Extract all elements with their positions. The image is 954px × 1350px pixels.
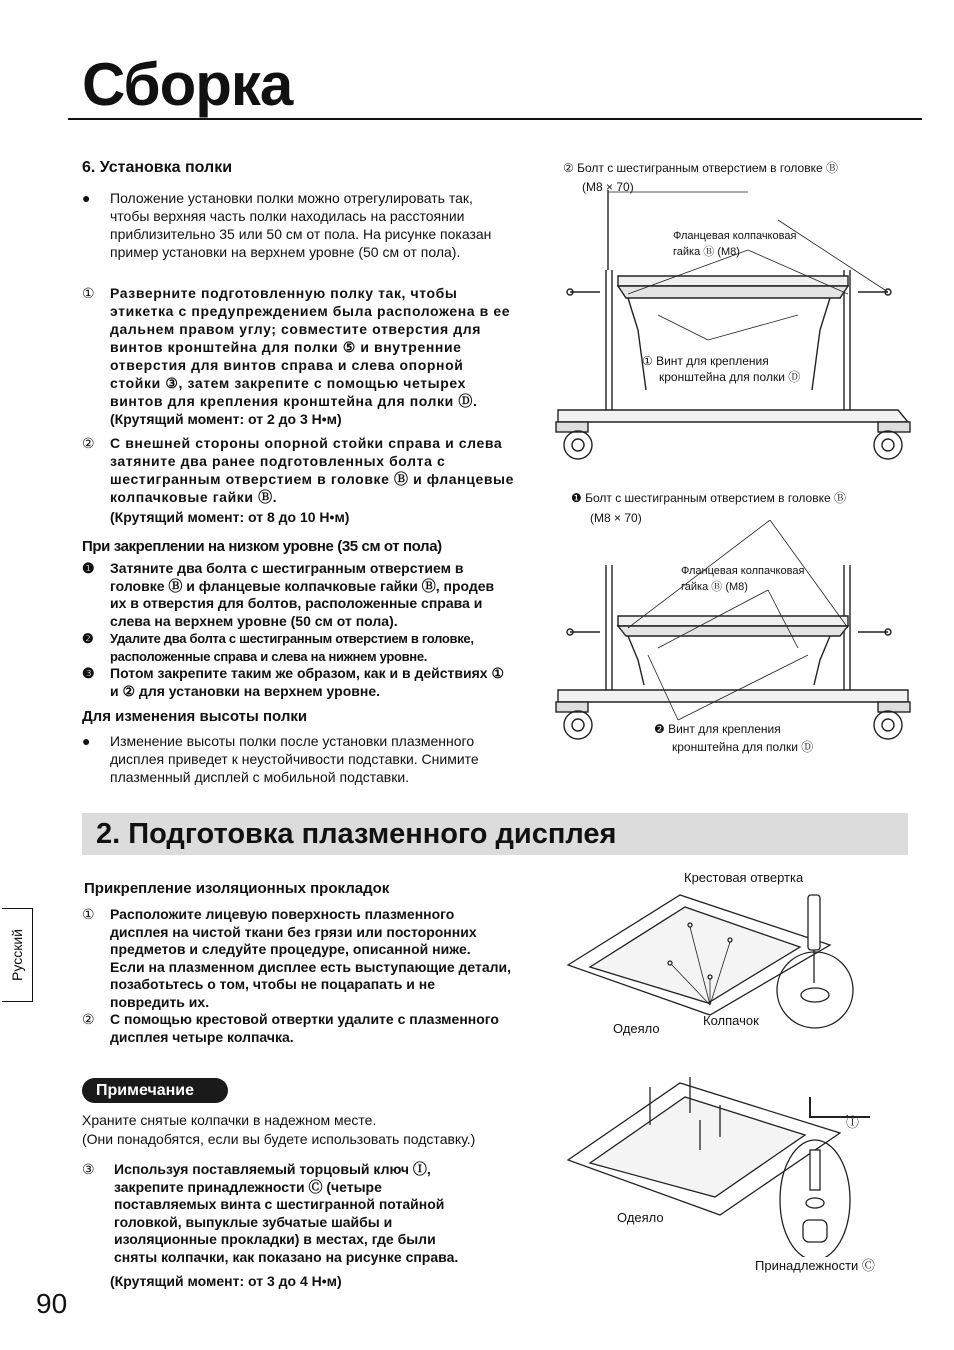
fig2-nut-label: Фланцевая колпачковая bbox=[681, 565, 805, 577]
low-level-list bbox=[82, 560, 514, 700]
title-divider bbox=[68, 118, 922, 120]
fig2-bolt-size: (M8 × 70) bbox=[590, 511, 642, 525]
note-line-1: Храните снятые колпачки в надежном месте. bbox=[82, 1112, 377, 1128]
shelf-step-2 bbox=[82, 434, 514, 526]
shelf-bullet bbox=[82, 189, 502, 261]
fig2-nut-size: гайка Ⓑ (M8) bbox=[681, 581, 748, 593]
fig1-bolt-label: ② Болт с шестигранным отверстием в головке Ⓑ bbox=[563, 161, 838, 175]
blanket-label-2: Одеяло bbox=[617, 1210, 664, 1225]
list-text: Потом закрепите таким же образом, как и в действиях ① и ② для установки на верхнем уровне. bbox=[110, 665, 505, 699]
prep-step-3-torque: (Крутящий момент: от 3 до 4 Н•м) bbox=[110, 1273, 342, 1289]
low-level-heading: При закреплении на низком уровне (35 см от пола) bbox=[82, 538, 442, 555]
note-badge: Примечание bbox=[82, 1078, 228, 1103]
step-mark: ① bbox=[82, 906, 95, 922]
language-tab bbox=[2, 908, 33, 1002]
display-caps-diagram bbox=[560, 885, 870, 1050]
fig1-screw-desc: кронштейна для полки Ⓓ bbox=[659, 370, 801, 384]
fig1-nut-size: гайка Ⓑ (M8) bbox=[673, 246, 740, 258]
shelf-step-1-text: Разверните подготовленную полку так, чтобы этикетка с предупреждением была расположена в ее дальнем правом углу; совместите отверстия для винтов кронштейна для полки ⑤ и внутренние отверстия для винтов справа и слева опорной стойки ③, затем закрепите с помощью четырех винтов для крепления кронштейна для полки Ⓓ. bbox=[110, 285, 511, 409]
shelf-heading: 6. Установка полки bbox=[82, 159, 233, 176]
step-mark: ② bbox=[82, 435, 96, 451]
list-item bbox=[82, 1011, 512, 1046]
prep-steps bbox=[82, 906, 512, 1046]
display-accessories-diagram bbox=[560, 1075, 880, 1257]
section-title: 2. Подготовка плазменного дисплея bbox=[96, 818, 617, 850]
step-mark: ① bbox=[82, 285, 96, 301]
bullet-mark: ● bbox=[82, 733, 91, 749]
list-item bbox=[82, 630, 514, 665]
stand-diagram-bottom bbox=[548, 520, 918, 770]
prep-step-1-extra: Если на плазменном дисплее есть выступающие детали, позаботьтесь о том, чтобы не поцарапать и не повредить их. bbox=[110, 958, 512, 1010]
fig1-bolt-size: (M8 × 70) bbox=[582, 180, 634, 194]
blanket-label-1: Одеяло bbox=[613, 1021, 660, 1036]
step-mark: ② bbox=[82, 1011, 95, 1027]
list-text: Удалите два болта с шестигранным отверстием в головке, расположенные справа и слева на нижнем уровне. bbox=[110, 631, 474, 664]
note-line-2: (Они понадобятся, если вы будете использовать подставку.) bbox=[82, 1131, 476, 1147]
height-change-text: Изменение высоты полки после установки плазменного дисплея приведет к неустойчивости подставки. Снимите плазменный дисплей с мобильной подставки. bbox=[110, 733, 479, 785]
list-text: Затяните два болта с шестигранным отверстием в головке Ⓑ и фланцевые колпачковые гайки Ⓑ, продев их в отверстия для болтов, расположенные справа и слева на верхнем уровне (50 см от пола). bbox=[110, 560, 495, 629]
fig1-nut-label: Фланцевая колпачковая bbox=[673, 230, 797, 242]
prep-step-2-text: С помощью крестовой отвертки удалите с плазменного дисплея четыре колпачка. bbox=[110, 1011, 499, 1045]
height-change-bullet bbox=[82, 732, 514, 786]
height-change-heading: Для изменения высоты полки bbox=[82, 708, 308, 725]
fig2-screw-desc: кронштейна для полки Ⓓ bbox=[672, 740, 814, 754]
page-number: 90 bbox=[36, 1288, 68, 1319]
shelf-step-2-text: С внешней стороны опорной стойки справа и слева затяните два ранее подготовленных болта с шестигранным отверстием в головке Ⓑ и фланцевые колпачковые гайки Ⓑ. bbox=[110, 435, 514, 505]
shelf-bullet-text: Положение установки полки можно отрегулировать так, чтобы верхняя часть полки находилась на расстоянии приблизительно 35 или 50 см от пола. На рисунке показан пример установки на верхнем уровне (50 см от пола). bbox=[110, 190, 492, 260]
page-title: Сборка bbox=[82, 51, 293, 118]
screwdriver-label: Крестовая отвертка bbox=[684, 870, 804, 885]
shelf-step-1-torque: (Крутящий момент: от 2 до 3 Н•м) bbox=[110, 411, 342, 427]
list-item bbox=[82, 906, 512, 1011]
list-item bbox=[82, 560, 514, 630]
bullet-mark: ● bbox=[82, 190, 91, 206]
fig2-screw-label: ❷ Винт для крепления bbox=[654, 722, 781, 736]
prep-step-1-text: Расположите лицевую поверхность плазменного дисплея на чистой ткани без грязи или посторонних предметов и следуйте процедуре, описанной ниже. bbox=[110, 906, 477, 957]
accessories-label: Принадлежности Ⓒ bbox=[755, 1258, 875, 1273]
list-mark: ❸ bbox=[82, 665, 95, 681]
language-tab-label: Русский bbox=[9, 929, 25, 981]
shelf-step-2-torque: (Крутящий момент: от 8 до 10 Н•м) bbox=[110, 509, 350, 525]
prep-subheading: Прикрепление изоляционных прокладок bbox=[84, 880, 390, 897]
prep-step-3-text: Используя поставляемый торцовый ключ Ⓘ, закрепите принадлежности Ⓒ (четыре поставляемых винта с шестигранной потайной головкой, выпуклые зубчатые шайбы и изоляционные прокладки) в местах, где были сняты колпачки, как показано на рисунке справа. bbox=[114, 1161, 459, 1265]
list-mark: ❶ bbox=[82, 560, 95, 576]
prep-step-3 bbox=[82, 1161, 482, 1266]
shelf-step-1 bbox=[82, 284, 514, 428]
list-item bbox=[82, 665, 514, 700]
step-mark: ③ bbox=[82, 1161, 95, 1177]
fig1-screw-label: ① Винт для крепления bbox=[642, 354, 769, 368]
list-mark: ❷ bbox=[82, 631, 94, 646]
wrench-label: Ⓘ bbox=[846, 1115, 860, 1130]
stand-diagram-top bbox=[548, 190, 918, 480]
cap-label: Колпачок bbox=[703, 1013, 759, 1028]
fig2-bolt-label: ❶ Болт с шестигранным отверстием в головке Ⓑ bbox=[571, 491, 846, 505]
